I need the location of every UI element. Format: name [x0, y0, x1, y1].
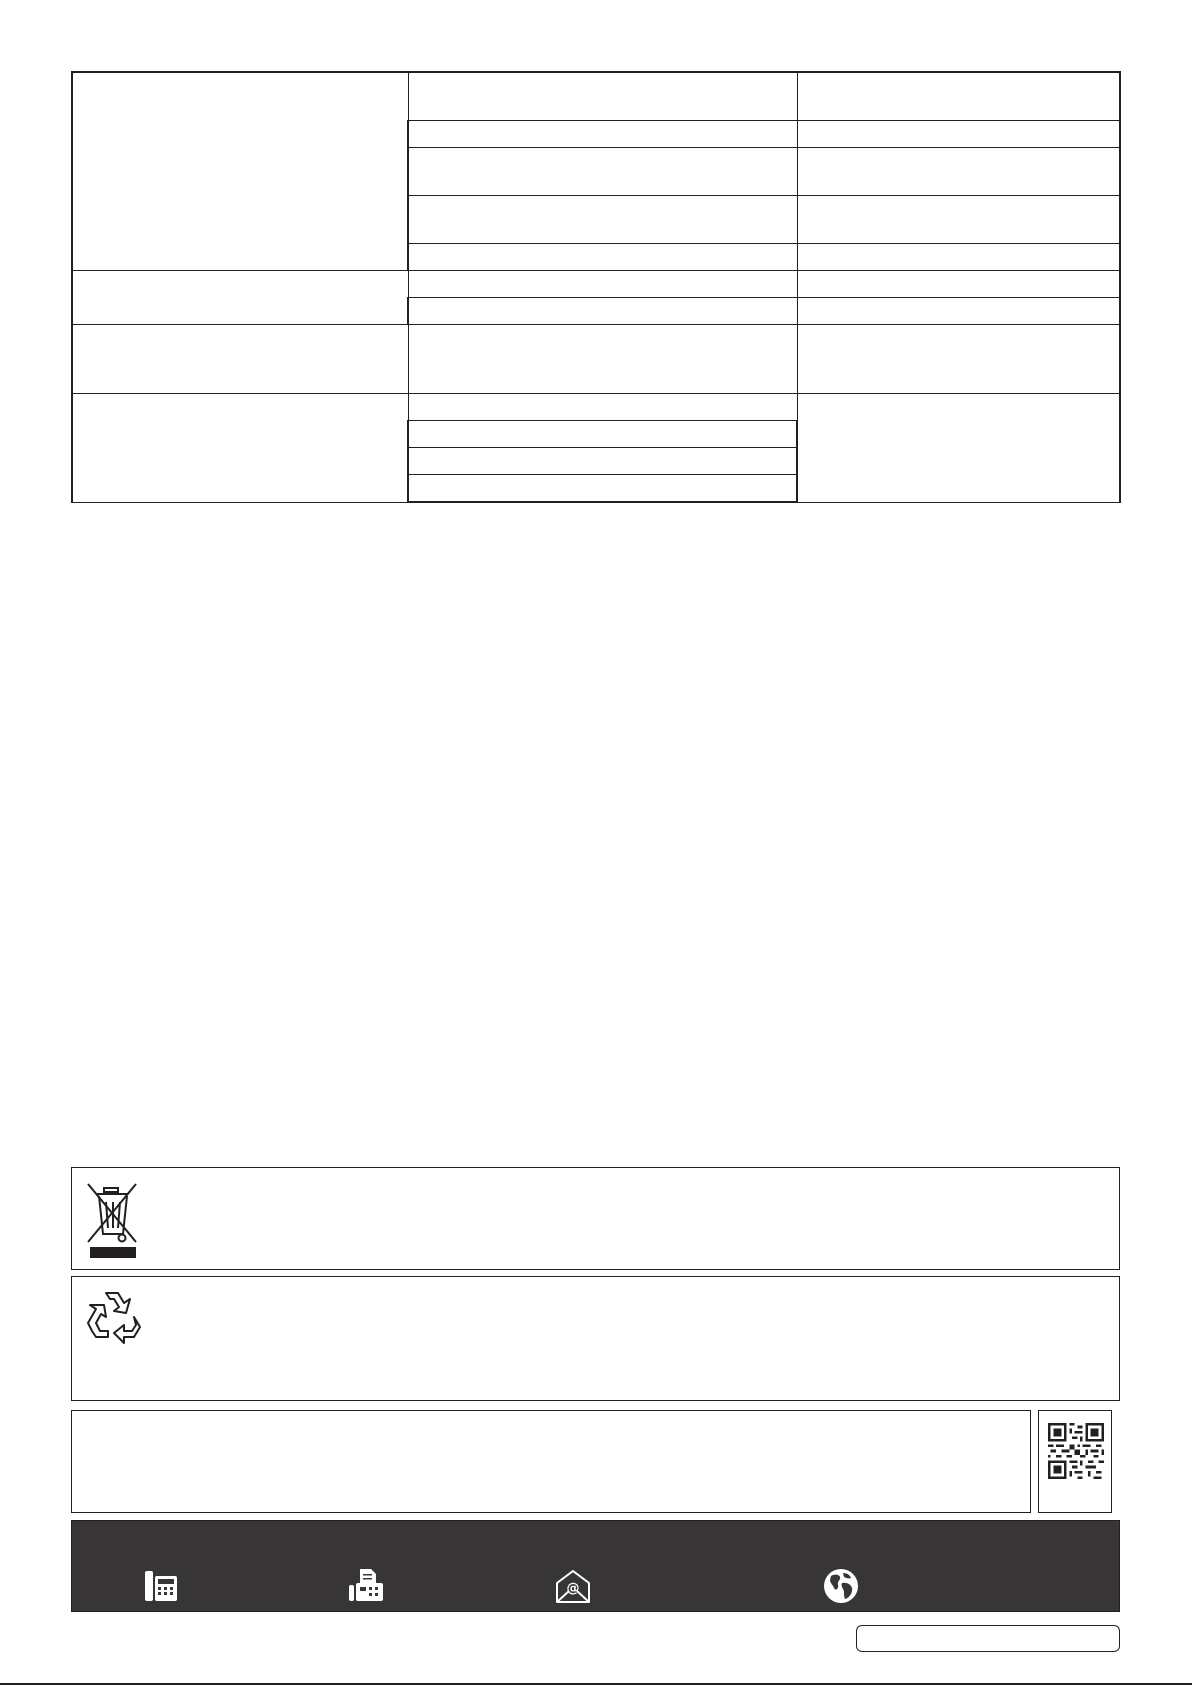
table-cell	[72, 271, 408, 325]
table-cell	[72, 325, 408, 394]
qr-code-icon[interactable]	[1048, 1423, 1104, 1479]
table-cell	[797, 244, 1120, 271]
table-row	[72, 72, 1120, 121]
table-cell	[797, 196, 1120, 244]
table-cell	[797, 325, 1120, 394]
table-cell	[408, 325, 797, 394]
telephone-icon[interactable]	[142, 1567, 180, 1605]
weee-disposal-box	[71, 1167, 1120, 1270]
table-cell	[72, 72, 408, 271]
table-row	[72, 325, 1120, 394]
svg-text:@: @	[566, 1581, 580, 1596]
table-cell	[408, 72, 797, 121]
reference-box	[856, 1625, 1120, 1652]
table-cell	[408, 271, 797, 298]
crossed-out-wheelie-bin-icon	[84, 1178, 140, 1258]
table-cell	[408, 421, 797, 448]
table-cell	[408, 448, 797, 475]
table-cell	[408, 475, 797, 503]
table-cell	[408, 394, 797, 421]
recycling-box	[71, 1276, 1120, 1401]
qr-code-box[interactable]	[1038, 1410, 1112, 1513]
recycle-icon	[84, 1287, 144, 1347]
table-cell	[797, 271, 1120, 298]
fax-icon[interactable]	[347, 1567, 385, 1605]
table-cell	[797, 298, 1120, 325]
table-cell	[408, 298, 797, 325]
table-cell	[797, 72, 1120, 121]
table-cell	[797, 148, 1120, 196]
table-row	[72, 271, 1120, 298]
table-cell	[72, 394, 408, 503]
table-row	[72, 394, 1120, 421]
table-cell	[797, 121, 1120, 148]
troubleshooting-table	[71, 71, 1121, 503]
contact-bar	[71, 1520, 1120, 1612]
table-cell	[408, 196, 797, 244]
information-box	[71, 1410, 1031, 1513]
table-cell	[408, 148, 797, 196]
table-cell	[408, 244, 797, 271]
globe-icon[interactable]	[822, 1567, 860, 1605]
table-cell	[408, 121, 797, 148]
email-icon[interactable]	[554, 1567, 592, 1605]
table-cell	[797, 394, 1120, 503]
